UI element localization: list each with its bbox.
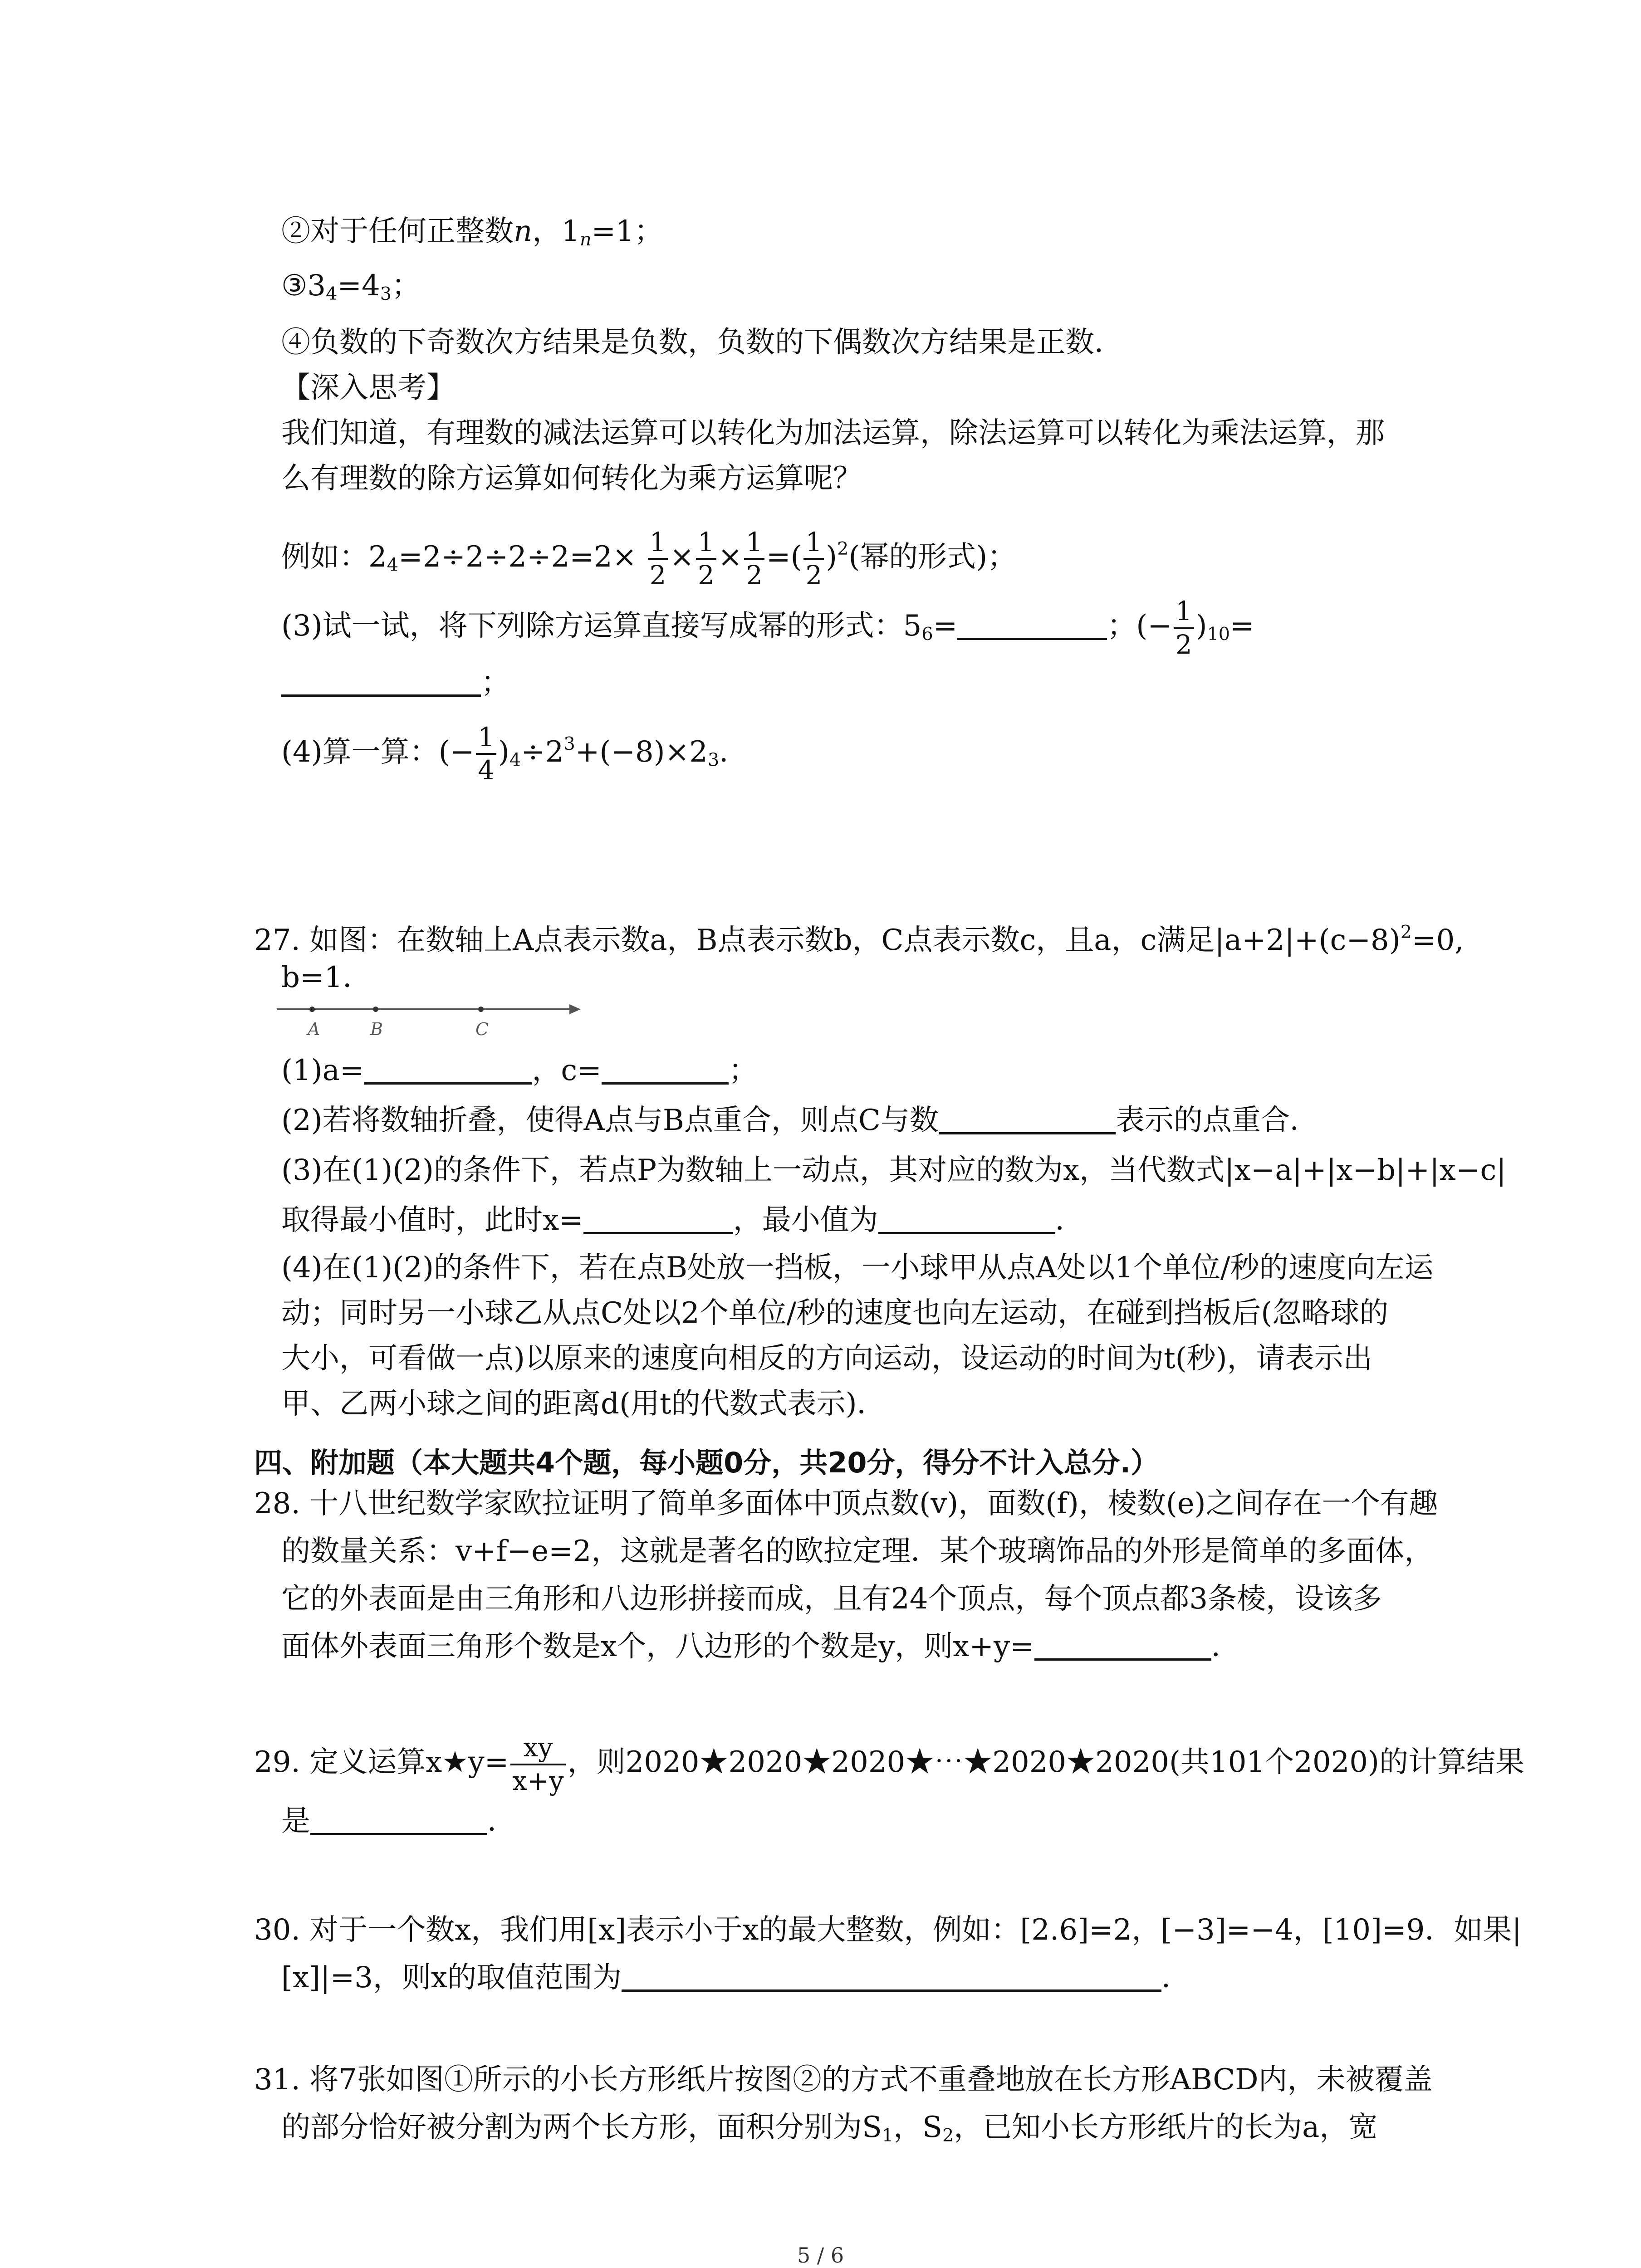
q27-part-4: (4)在(1)(2)的条件下，若在点B处放一挡板，一小球甲从点A处以1个单位/秒的速度向左运 <box>281 1251 1434 1285</box>
q27-part-4-line: 动；同时另一小球乙从点C处以2个单位/秒的速度也向左运动，在碰到挡板后(忽略球的 <box>281 1296 1389 1330</box>
q27-line-2: b=1． <box>281 961 372 994</box>
fraction: $\frac{1}{2}$ <box>803 529 824 589</box>
paragraph-line: 么有理数的除方运算如何转化为乘方运算呢？ <box>281 462 862 495</box>
q29-line-1: 29. 定义运算x★y= $\frac{xy}{x+y}$ ，则2020★2020★2020★⋯★2020★2020(共101个2020)的计算结果 <box>254 1732 1524 1796</box>
page-number: 5 / 6 <box>797 2243 844 2268</box>
q28-line-2: 的数量关系：v+f−e=2，这就是著名的欧拉定理．某个玻璃饰品的外形是简单的多面体， <box>281 1535 1434 1568</box>
q27-line-1: 27. 如图：在数轴上A点表示数a，B点表示数b，C点表示数c，且a，c满足$|a+2|+(c-8)^2=0$, <box>254 922 1464 957</box>
answer-blank[interactable] <box>1034 1634 1211 1661</box>
q31-line-1: 31. 将7张如图①所示的小长方形纸片按图②的方式不重叠地放在长方形ABCD内，未被覆盖 <box>254 2063 1433 2097</box>
question-number: 28. <box>254 1487 300 1520</box>
q27-part-2: (2)若将数轴折叠，使得A点与B点重合，则点C与数 表示的点重合． <box>281 1104 1319 1137</box>
answer-blank[interactable] <box>364 1058 532 1085</box>
question-number: 30. <box>254 1913 300 1947</box>
answer-blank[interactable] <box>622 1965 1161 1992</box>
q28-line-1: 28. 十八世纪数学家欧拉证明了简单多面体中顶点数(v)，面数(f)，棱数(e)之间存在一个有趣 <box>254 1487 1438 1520</box>
answer-blank[interactable] <box>281 670 481 697</box>
answer-blank[interactable] <box>957 613 1107 640</box>
fraction: $\frac{1}{2}$ <box>744 529 764 589</box>
question-3-line: (3)试一试，将下列除方运算直接写成幂的形式：$5_6=$ ；(− $\frac{1}{2}$ )$_{10}=$ <box>281 596 1254 660</box>
arrow-icon <box>569 1004 581 1014</box>
answer-blank[interactable] <box>878 1207 1055 1234</box>
answer-blank[interactable] <box>939 1108 1116 1134</box>
q30-line-1: 30. 对于一个数x，我们用[x]表示小于x的最大整数，例如：[2.6]=2，[−3]=−4，[10]=9．如果| <box>254 1913 1522 1947</box>
point-b <box>373 1007 378 1012</box>
answer-blank[interactable] <box>602 1058 729 1085</box>
label-a: A <box>308 1019 320 1039</box>
q28-line-3: 它的外表面是由三角形和八边形拼接而成，且有24个顶点，每个顶点都3条棱，设该多 <box>281 1582 1382 1616</box>
q27-part-1: (1)a= ，c= ； <box>281 1054 758 1087</box>
fraction: $\frac{1}{2}$ <box>1174 598 1194 658</box>
q31-line-2: 的部分恰好被分割为两个长方形，面积分别为$S_1$，$S_2$，已知小长方形纸片的长为a，宽 <box>281 2111 1378 2146</box>
label-c: C <box>475 1019 489 1039</box>
rule-4: ④负数的下奇数次方结果是负数，负数的下偶数次方结果是正数． <box>281 326 1123 359</box>
answer-blank[interactable] <box>310 1809 487 1835</box>
section-deep-thinking: 【深入思考】 <box>281 371 456 405</box>
q29-line-2: 是 ． <box>281 1804 516 1838</box>
q27-part-4-line: 甲、乙两小球之间的距离d(用t的代数式表示)． <box>281 1387 886 1421</box>
example-line: 例如：$2_4=2\div 2\div 2\div 2=2\times$ $\frac{1}{2}$ × $\frac{1}{2}$ × $\frac{1}{2}$ =( $\frac{1}{2}$ )$^2$(幂的形式)； <box>281 527 1017 591</box>
rule-3: $③3_4=4_3$； <box>281 269 421 304</box>
q27-part-3: (3)在(1)(2)的条件下，若点P为数轴上一动点，其对应的数为x，当代数式|x−a|+|x−b|+|x−c| <box>281 1154 1506 1187</box>
question-number: 29. <box>254 1745 300 1779</box>
question-number: 27. <box>254 923 300 957</box>
fraction: $\frac{xy}{x+y}$ <box>510 1735 565 1794</box>
q30-line-2: [x]|=3，则x的取值范围为 ． <box>281 1961 1191 1994</box>
question-3-line-2: ； <box>281 665 510 701</box>
answer-blank[interactable] <box>583 1207 733 1234</box>
q27-part-3-line-2: 取得最小值时，此时x= ，最小值为 ． <box>281 1203 1084 1237</box>
fraction: $\frac{1}{2}$ <box>648 529 668 589</box>
fraction: $\frac{1}{4}$ <box>476 724 496 784</box>
point-c <box>478 1007 484 1012</box>
fraction: $\frac{1}{2}$ <box>696 529 716 589</box>
section-heading: 四、附加题（本大题共4个题，每小题0分，共20分，得分不计入总分.） <box>254 1446 1159 1479</box>
q27-part-4-line: 大小，可看做一点)以原来的速度向相反的方向运动，设运动的时间为t(秒)，请表示出 <box>281 1342 1372 1375</box>
point-a <box>309 1007 315 1012</box>
paragraph-line: 我们知道，有理数的减法运算可以转化为加法运算，除法运算可以转化为乘法运算，那 <box>281 416 1385 450</box>
question-number: 31. <box>254 2063 300 2097</box>
question-4-line: (4)算一算：(− $\frac{1}{4}$ )$_4\div 2^3+(-8)\times 2_3$． <box>281 722 749 786</box>
q28-line-4: 面体外表面三角形个数是x个，八边形的个数是y，则x+y= ． <box>281 1630 1240 1663</box>
number-line-diagram <box>272 998 585 1048</box>
label-b: B <box>370 1019 383 1039</box>
rule-2: ②对于任何正整数n，$1_n=1$； <box>281 215 663 250</box>
